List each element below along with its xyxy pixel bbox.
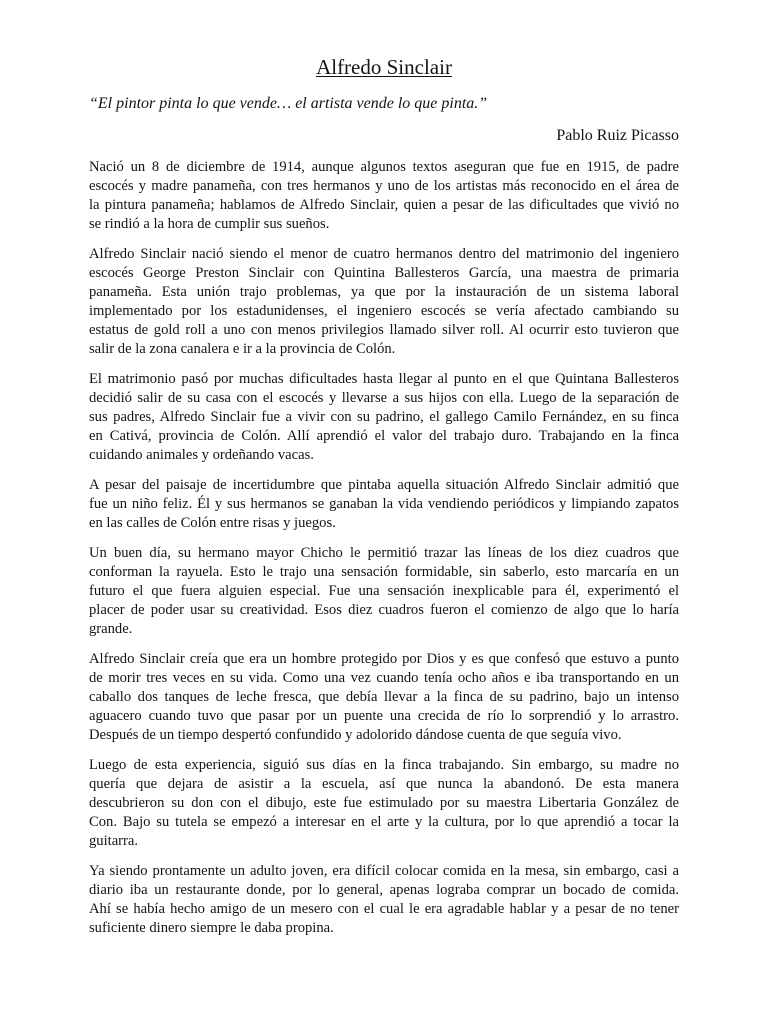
paragraph-line: escocés George Preston Sinclair con Quintina Ballesteros García, una maestra de primaria [89, 265, 679, 281]
paragraph-line: Ya siendo prontamente un adulto joven, era difícil colocar comida en la mesa, sin embargo, casi a [89, 863, 679, 879]
document-body [89, 158, 679, 949]
paragraph-line: guitarra. [89, 833, 139, 849]
paragraph-line: grande. [89, 621, 133, 637]
paragraph-line: en las calles de Colón entre risas y juegos. [89, 515, 336, 531]
paragraph-line: caballo dos tanques de leche fresca, que debía llevar a la finca de su padrino, bajo un intenso [89, 689, 679, 705]
paragraph-line: Con. Bajo su tutela se empezó a interesar en el arte y la cultura, por lo que aprendió a tocar la [89, 814, 679, 830]
paragraph-line: salir de la zona canalera e ir a la provincia de Colón. [89, 341, 396, 357]
paragraph [89, 476, 679, 533]
paragraph-line: Un buen día, su hermano mayor Chicho le permitió trazar las líneas de los diez cuadros que [89, 545, 679, 561]
paragraph [89, 158, 679, 234]
paragraph-line: suficiente dinero siempre le daba propina. [89, 920, 334, 936]
paragraph-line: panameña. Esta unión trajo problemas, ya que por la instauración de un sistema laboral [89, 284, 679, 300]
paragraph-line: Nació un 8 de diciembre de 1914, aunque algunos textos aseguran que fue en 1915, de padre [89, 159, 679, 175]
paragraph-line: se rindió a la hora de cumplir sus sueños. [89, 216, 330, 232]
paragraph [89, 544, 679, 639]
paragraph-line: A pesar del paisaje de incertidumbre que pintaba aquella situación Alfredo Sinclair admitió que [89, 477, 679, 493]
paragraph-line: decidió salir de su casa con el escocés y llevarse a sus hijos con ella. Luego de la separación de [89, 390, 679, 406]
paragraph-line: Luego de esta experiencia, siguió sus días en la finca trabajando. Sin embargo, su madre no [89, 757, 679, 773]
paragraph-line: escocés y madre panameña, con tres hermanos y uno de los artistas más reconocido en el área de [89, 178, 679, 194]
paragraph-line: aguacero cuando tuvo que pasar por un puente una crecida de río lo sorprendió y lo arrastro. [89, 708, 679, 724]
paragraph-line: diario iba un restaurante donde, por lo general, apenas lograba comprar un bocado de comida. [89, 882, 679, 898]
paragraph-line: futuro el que fuera alguien especial. Fue una sensación inexplicable para él, experimentó el [89, 583, 679, 599]
paragraph-line: estatus de gold roll a uno con menos privilegios llamado silver roll. Al ocurrir esto tuvieron que [89, 322, 679, 338]
paragraph-line: Alfredo Sinclair creía que era un hombre protegido por Dios y es que confesó que estuvo a punto [89, 651, 679, 667]
paragraph-line: de morir tres veces en su vida. Como una vez cuando tenía ocho años e iba transportando en un [89, 670, 679, 686]
paragraph-line: placer de poder usar su creatividad. Esos diez cuadros fueron el comienzo de algo que lo haría [89, 602, 679, 618]
paragraph-line: Después de un tiempo despertó confundido y adolorido dándose cuenta de que seguía vivo. [89, 727, 622, 743]
epigraph-author: Pablo Ruiz Picasso [556, 127, 679, 144]
paragraph [89, 245, 679, 359]
document-title: Alfredo Sinclair [316, 55, 452, 79]
epigraph-quote: “El pintor pinta lo que vende… el artista vende lo que pinta.” [89, 95, 488, 112]
paragraph-line: Alfredo Sinclair nació siendo el menor de cuatro hermanos dentro del matrimonio del ingeniero [89, 246, 679, 262]
paragraph-line: implementado por los estadunidenses, el ingeniero escocés se vería afectado cambiando su [89, 303, 679, 319]
paragraph-line: en Cativá, provincia de Colón. Allí aprendió el valor del trabajo duro. Trabajando en la finca [89, 428, 679, 444]
paragraph-line: la pintura panameña; hablamos de Alfredo Sinclair, quien a pesar de las dificultades que vivió no [89, 197, 679, 213]
paragraph [89, 650, 679, 745]
paragraph-line: Ahí se había hecho amigo de un mesero con el cual le era agradable hablar y a pesar de no tener [89, 901, 679, 917]
paragraph [89, 370, 679, 465]
paragraph [89, 756, 679, 851]
paragraph-line: quería que dejara de asistir a la escuela, así que nunca la abandonó. De esta manera [89, 776, 679, 792]
paragraph-line: cuidando animales y ordeñando vacas. [89, 447, 314, 463]
paragraph-line: conforman la rayuela. Esto le trajo una sensación formidable, sin saberlo, esto marcaría en un [89, 564, 679, 580]
paragraph [89, 862, 679, 938]
paragraph-line: descubrieron su don con el dibujo, este fue estimulado por su maestra Libertaria González de [89, 795, 679, 811]
paragraph-line: fue un niño feliz. Él y sus hermanos se ganaban la vida vendiendo periódicos y limpiando zapatos [89, 496, 679, 512]
paragraph-line: sus padres, Alfredo Sinclair fue a vivir con su padrino, el gallego Camilo Fernández, en su finca [89, 409, 679, 425]
paragraph-line: El matrimonio pasó por muchas dificultades hasta llegar al punto en el que Quintana Ballesteros [89, 371, 679, 387]
